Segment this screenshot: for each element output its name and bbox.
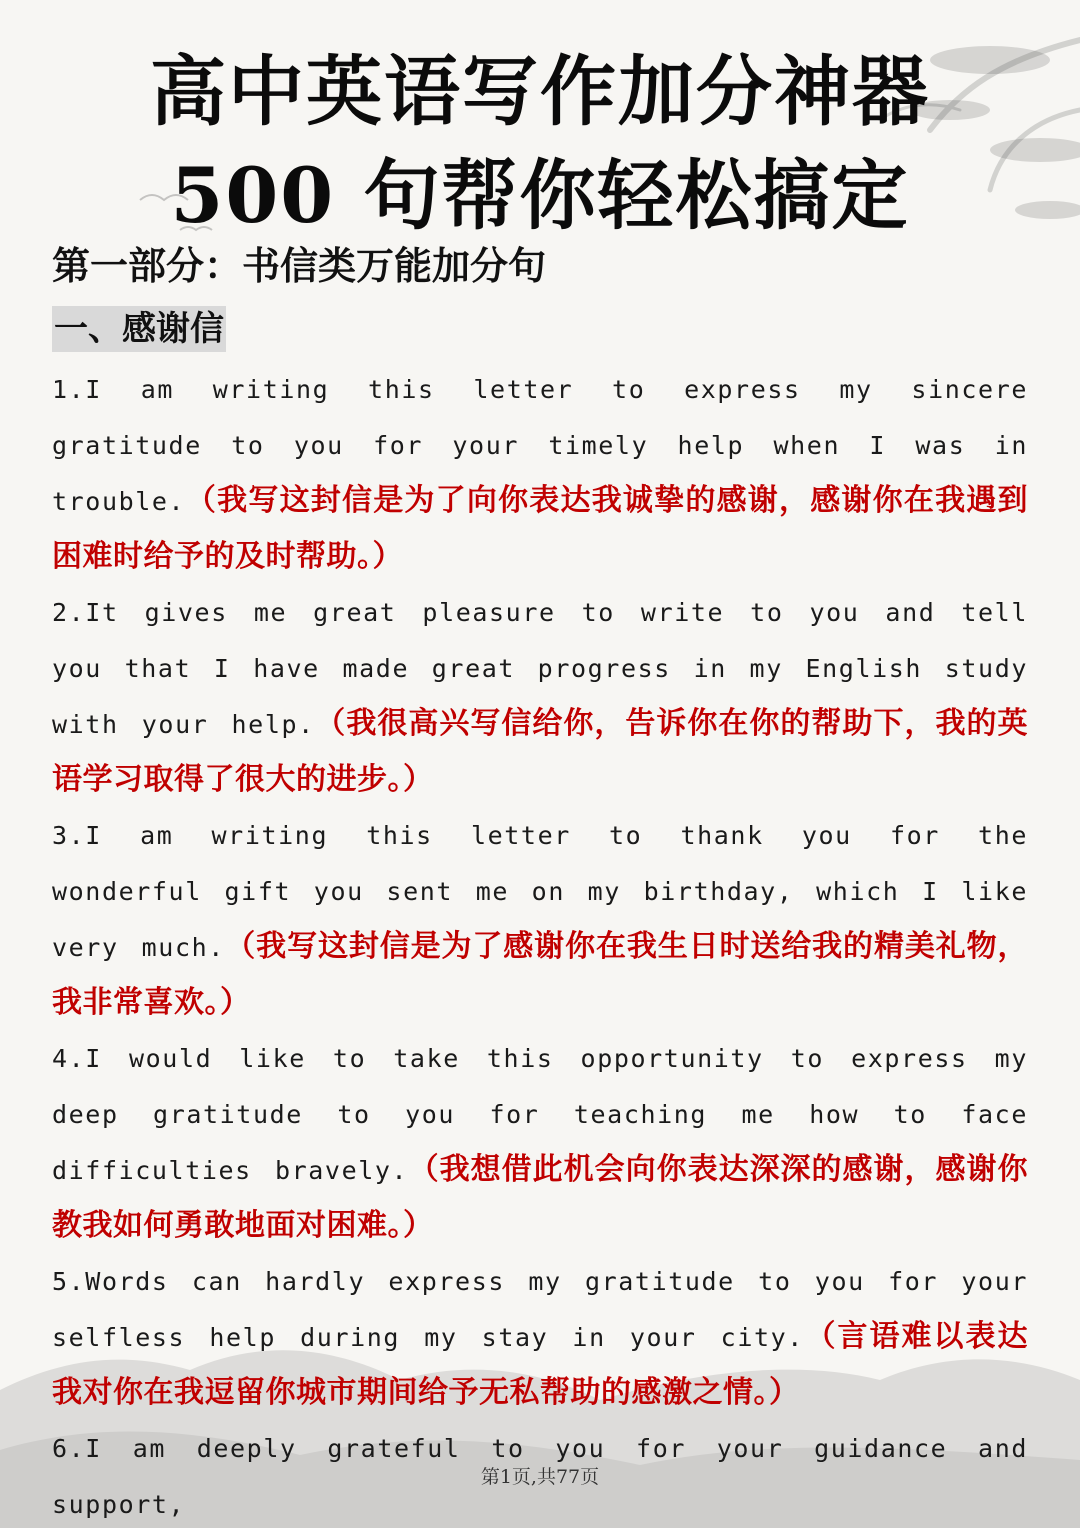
chinese-translation: （我很高兴写信给你，告诉你在你的帮助下，我的英语学习取得了很大的进步。） [52, 706, 1028, 797]
english-sentence: 6.I am deeply grateful to you for your guidance and support, [52, 1434, 1028, 1519]
english-sentence: 4.I would like to take this opportunity to express my deep gratitude to you for teaching me how to face difficulties bravely. [52, 1044, 1028, 1185]
chinese-translation: （我写这封信是为了向你表达我诚挚的感谢，感谢你在我遇到困难时给予的及时帮助。） [52, 483, 1028, 574]
english-sentence: 5.Words can hardly express my gratitude to you for your selfless help during my stay in your city. [52, 1267, 1028, 1352]
english-sentence: 3.I am writing this letter to thank you for the wonderful gift you sent me on my birthday, which I like very much. [52, 821, 1028, 962]
list-item [52, 1253, 1028, 1420]
english-sentence: 1.I am writing this letter to express my sincere gratitude to you for your timely help when I was in trouble. [52, 375, 1028, 516]
sentence-list [52, 361, 1028, 1528]
chinese-translation: （我想借此机会向你表达深深的感谢，感谢你教我如何勇敢地面对困难。） [52, 1152, 1028, 1243]
section-heading: 第一部分：书信类万能加分句 [52, 244, 547, 288]
page-title-line1: 高中英语写作加分神器 [150, 47, 930, 136]
list-item [52, 361, 1028, 584]
subsection-heading: 一、感谢信 [52, 306, 226, 352]
chinese-translation: （言语难以表达我对你在我逗留你城市期间给予无私帮助的感激之情。） [52, 1319, 1029, 1410]
list-item [52, 1030, 1028, 1253]
page-number: 第1页,共77页 [480, 1466, 600, 1488]
page-title-line2: 500 句帮你轻松搞定 [170, 151, 910, 240]
list-item [52, 807, 1028, 1030]
chinese-translation: （我写这封信是为了感谢你在我生日时送给我的精美礼物，我非常喜欢。） [52, 929, 1029, 1020]
english-sentence: 2.It gives me great pleasure to write to you and tell you that I have made great progress in my English study with your help. [52, 598, 1028, 739]
list-item [52, 584, 1028, 807]
